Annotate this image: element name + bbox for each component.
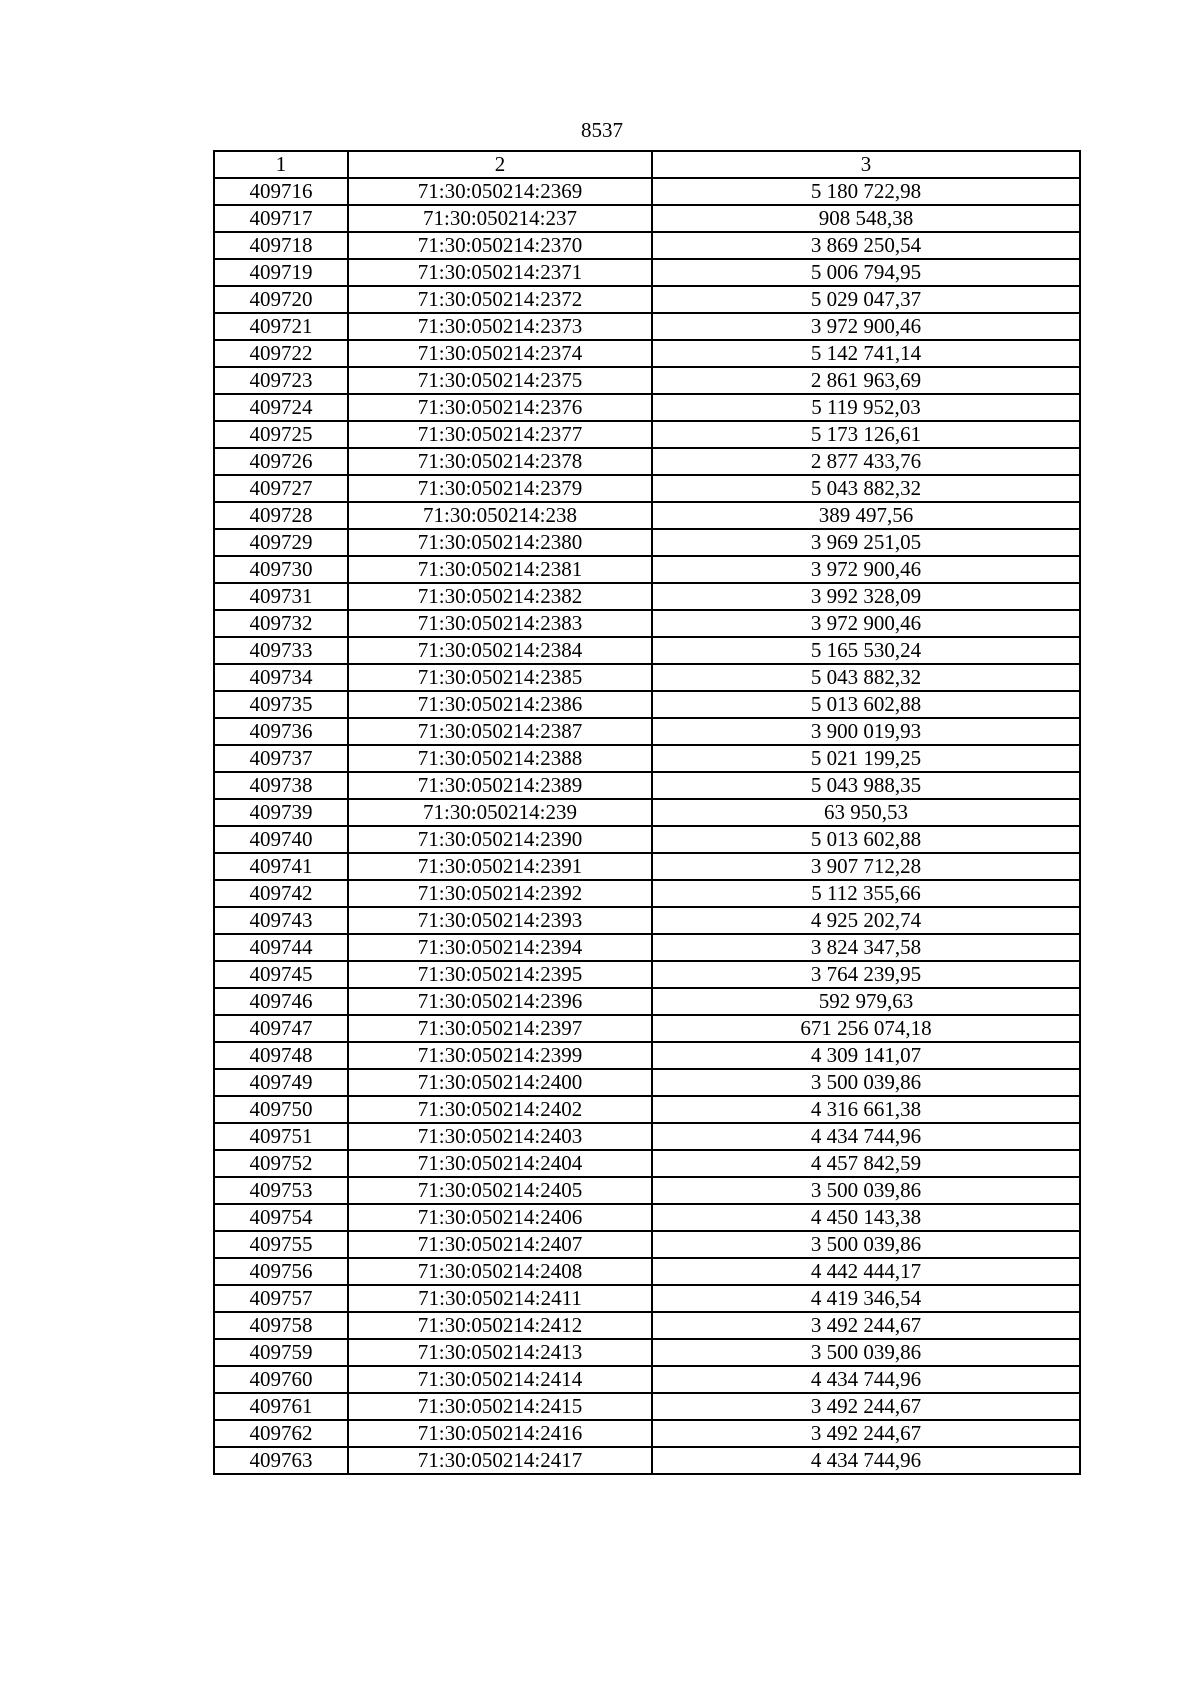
table-row bbox=[214, 718, 1080, 745]
cadastral-number-cell: 71:30:050214:2385 bbox=[348, 664, 652, 691]
cadastral-number-cell: 71:30:050214:2390 bbox=[348, 826, 652, 853]
cadastral-number-cell: 71:30:050214:2374 bbox=[348, 340, 652, 367]
row-number-cell: 409734 bbox=[214, 664, 348, 691]
table-row bbox=[214, 367, 1080, 394]
table-row bbox=[214, 934, 1080, 961]
cadastral-number-cell: 71:30:050214:2386 bbox=[348, 691, 652, 718]
table-row bbox=[214, 259, 1080, 286]
table-row bbox=[214, 1042, 1080, 1069]
table-row bbox=[214, 583, 1080, 610]
cadastral-number-cell: 71:30:050214:2396 bbox=[348, 988, 652, 1015]
table-row bbox=[214, 637, 1080, 664]
header-cell-2: 2 bbox=[348, 151, 652, 178]
row-number-cell: 409761 bbox=[214, 1393, 348, 1420]
value-cell: 2 877 433,76 bbox=[652, 448, 1080, 475]
table-row bbox=[214, 907, 1080, 934]
table-row bbox=[214, 313, 1080, 340]
row-number-cell: 409737 bbox=[214, 745, 348, 772]
table-row bbox=[214, 772, 1080, 799]
cadastral-number-cell: 71:30:050214:2388 bbox=[348, 745, 652, 772]
table-row bbox=[214, 232, 1080, 259]
cadastral-number-cell: 71:30:050214:2377 bbox=[348, 421, 652, 448]
cadastral-number-cell: 71:30:050214:2369 bbox=[348, 178, 652, 205]
row-number-cell: 409738 bbox=[214, 772, 348, 799]
row-number-cell: 409727 bbox=[214, 475, 348, 502]
value-cell: 3 492 244,67 bbox=[652, 1312, 1080, 1339]
value-cell: 5 029 047,37 bbox=[652, 286, 1080, 313]
cadastral-number-cell: 71:30:050214:2417 bbox=[348, 1447, 652, 1474]
row-number-cell: 409728 bbox=[214, 502, 348, 529]
row-number-cell: 409748 bbox=[214, 1042, 348, 1069]
value-cell: 4 457 842,59 bbox=[652, 1150, 1080, 1177]
cadastral-number-cell: 71:30:050214:2370 bbox=[348, 232, 652, 259]
value-cell: 4 434 744,96 bbox=[652, 1447, 1080, 1474]
value-cell: 5 112 355,66 bbox=[652, 880, 1080, 907]
table-row bbox=[214, 961, 1080, 988]
value-cell: 5 173 126,61 bbox=[652, 421, 1080, 448]
cadastral-number-cell: 71:30:050214:2399 bbox=[348, 1042, 652, 1069]
page-number: 8537 bbox=[581, 118, 623, 142]
value-cell: 3 907 712,28 bbox=[652, 853, 1080, 880]
cadastral-number-cell: 71:30:050214:2413 bbox=[348, 1339, 652, 1366]
value-cell: 3 500 039,86 bbox=[652, 1339, 1080, 1366]
row-number-cell: 409754 bbox=[214, 1204, 348, 1231]
cadastral-number-cell: 71:30:050214:2392 bbox=[348, 880, 652, 907]
row-number-cell: 409740 bbox=[214, 826, 348, 853]
value-cell: 2 861 963,69 bbox=[652, 367, 1080, 394]
value-cell: 592 979,63 bbox=[652, 988, 1080, 1015]
table-row bbox=[214, 664, 1080, 691]
cadastral-number-cell: 71:30:050214:2375 bbox=[348, 367, 652, 394]
value-cell: 5 013 602,88 bbox=[652, 691, 1080, 718]
row-number-cell: 409749 bbox=[214, 1069, 348, 1096]
row-number-cell: 409735 bbox=[214, 691, 348, 718]
cadastral-number-cell: 71:30:050214:2407 bbox=[348, 1231, 652, 1258]
table-row bbox=[214, 745, 1080, 772]
cadastral-number-cell: 71:30:050214:2415 bbox=[348, 1393, 652, 1420]
row-number-cell: 409717 bbox=[214, 205, 348, 232]
value-cell: 5 043 882,32 bbox=[652, 475, 1080, 502]
cadastral-number-cell: 71:30:050214:239 bbox=[348, 799, 652, 826]
row-number-cell: 409725 bbox=[214, 421, 348, 448]
row-number-cell: 409755 bbox=[214, 1231, 348, 1258]
row-number-cell: 409726 bbox=[214, 448, 348, 475]
row-number-cell: 409733 bbox=[214, 637, 348, 664]
value-cell: 4 450 143,38 bbox=[652, 1204, 1080, 1231]
row-number-cell: 409756 bbox=[214, 1258, 348, 1285]
table-row bbox=[214, 178, 1080, 205]
cadastral-number-cell: 71:30:050214:2402 bbox=[348, 1096, 652, 1123]
value-cell: 5 142 741,14 bbox=[652, 340, 1080, 367]
row-number-cell: 409732 bbox=[214, 610, 348, 637]
cadastral-number-cell: 71:30:050214:2384 bbox=[348, 637, 652, 664]
table-row bbox=[214, 880, 1080, 907]
cadastral-number-cell: 71:30:050214:2371 bbox=[348, 259, 652, 286]
value-cell: 908 548,38 bbox=[652, 205, 1080, 232]
row-number-cell: 409722 bbox=[214, 340, 348, 367]
row-number-cell: 409742 bbox=[214, 880, 348, 907]
table-row bbox=[214, 286, 1080, 313]
row-number-cell: 409741 bbox=[214, 853, 348, 880]
value-cell: 3 500 039,86 bbox=[652, 1231, 1080, 1258]
cadastral-number-cell: 71:30:050214:2395 bbox=[348, 961, 652, 988]
row-number-cell: 409718 bbox=[214, 232, 348, 259]
table-row bbox=[214, 1096, 1080, 1123]
header-cell-3: 3 bbox=[652, 151, 1080, 178]
table-row bbox=[214, 1339, 1080, 1366]
cadastral-number-cell: 71:30:050214:2380 bbox=[348, 529, 652, 556]
row-number-cell: 409731 bbox=[214, 583, 348, 610]
row-number-cell: 409721 bbox=[214, 313, 348, 340]
value-cell: 389 497,56 bbox=[652, 502, 1080, 529]
cadastral-number-cell: 71:30:050214:2403 bbox=[348, 1123, 652, 1150]
table-row bbox=[214, 853, 1080, 880]
table-row bbox=[214, 448, 1080, 475]
cadastral-number-cell: 71:30:050214:2400 bbox=[348, 1069, 652, 1096]
cadastral-number-cell: 71:30:050214:2397 bbox=[348, 1015, 652, 1042]
cadastral-number-cell: 71:30:050214:2383 bbox=[348, 610, 652, 637]
value-cell: 3 972 900,46 bbox=[652, 313, 1080, 340]
value-cell: 5 021 199,25 bbox=[652, 745, 1080, 772]
value-cell: 4 309 141,07 bbox=[652, 1042, 1080, 1069]
table-row bbox=[214, 1447, 1080, 1474]
cadastral-number-cell: 71:30:050214:2404 bbox=[348, 1150, 652, 1177]
value-cell: 4 316 661,38 bbox=[652, 1096, 1080, 1123]
table-header-row bbox=[214, 151, 1080, 178]
table-row bbox=[214, 1285, 1080, 1312]
value-cell: 5 043 882,32 bbox=[652, 664, 1080, 691]
value-cell: 3 492 244,67 bbox=[652, 1393, 1080, 1420]
value-cell: 3 972 900,46 bbox=[652, 610, 1080, 637]
cadastral-number-cell: 71:30:050214:2393 bbox=[348, 907, 652, 934]
row-number-cell: 409747 bbox=[214, 1015, 348, 1042]
table-row bbox=[214, 205, 1080, 232]
row-number-cell: 409723 bbox=[214, 367, 348, 394]
data-table bbox=[213, 150, 1081, 1475]
value-cell: 5 013 602,88 bbox=[652, 826, 1080, 853]
cadastral-number-cell: 71:30:050214:2372 bbox=[348, 286, 652, 313]
cadastral-number-cell: 71:30:050214:2387 bbox=[348, 718, 652, 745]
table-row bbox=[214, 475, 1080, 502]
table-row bbox=[214, 1231, 1080, 1258]
table-row bbox=[214, 1420, 1080, 1447]
cadastral-number-cell: 71:30:050214:2408 bbox=[348, 1258, 652, 1285]
cadastral-number-cell: 71:30:050214:238 bbox=[348, 502, 652, 529]
table-row bbox=[214, 1069, 1080, 1096]
cadastral-number-cell: 71:30:050214:2411 bbox=[348, 1285, 652, 1312]
cadastral-number-cell: 71:30:050214:2414 bbox=[348, 1366, 652, 1393]
row-number-cell: 409753 bbox=[214, 1177, 348, 1204]
cadastral-number-cell: 71:30:050214:2405 bbox=[348, 1177, 652, 1204]
table-row bbox=[214, 988, 1080, 1015]
row-number-cell: 409752 bbox=[214, 1150, 348, 1177]
row-number-cell: 409743 bbox=[214, 907, 348, 934]
value-cell: 3 824 347,58 bbox=[652, 934, 1080, 961]
table-row bbox=[214, 340, 1080, 367]
value-cell: 5 165 530,24 bbox=[652, 637, 1080, 664]
value-cell: 3 869 250,54 bbox=[652, 232, 1080, 259]
value-cell: 4 442 444,17 bbox=[652, 1258, 1080, 1285]
table-row bbox=[214, 1123, 1080, 1150]
value-cell: 3 764 239,95 bbox=[652, 961, 1080, 988]
value-cell: 5 180 722,98 bbox=[652, 178, 1080, 205]
value-cell: 3 500 039,86 bbox=[652, 1069, 1080, 1096]
value-cell: 5 043 988,35 bbox=[652, 772, 1080, 799]
value-cell: 3 969 251,05 bbox=[652, 529, 1080, 556]
header-cell-1: 1 bbox=[214, 151, 348, 178]
table-row bbox=[214, 799, 1080, 826]
table-row bbox=[214, 826, 1080, 853]
value-cell: 671 256 074,18 bbox=[652, 1015, 1080, 1042]
value-cell: 63 950,53 bbox=[652, 799, 1080, 826]
table-row bbox=[214, 1204, 1080, 1231]
table-body bbox=[214, 151, 1080, 1474]
cadastral-number-cell: 71:30:050214:2394 bbox=[348, 934, 652, 961]
table-row bbox=[214, 1258, 1080, 1285]
cadastral-number-cell: 71:30:050214:2391 bbox=[348, 853, 652, 880]
row-number-cell: 409746 bbox=[214, 988, 348, 1015]
table-row bbox=[214, 529, 1080, 556]
table-row bbox=[214, 1312, 1080, 1339]
row-number-cell: 409762 bbox=[214, 1420, 348, 1447]
cadastral-number-cell: 71:30:050214:2376 bbox=[348, 394, 652, 421]
row-number-cell: 409744 bbox=[214, 934, 348, 961]
row-number-cell: 409730 bbox=[214, 556, 348, 583]
cadastral-number-cell: 71:30:050214:2389 bbox=[348, 772, 652, 799]
row-number-cell: 409758 bbox=[214, 1312, 348, 1339]
value-cell: 5 006 794,95 bbox=[652, 259, 1080, 286]
row-number-cell: 409739 bbox=[214, 799, 348, 826]
table-row bbox=[214, 1393, 1080, 1420]
value-cell: 3 900 019,93 bbox=[652, 718, 1080, 745]
value-cell: 3 500 039,86 bbox=[652, 1177, 1080, 1204]
cadastral-number-cell: 71:30:050214:2373 bbox=[348, 313, 652, 340]
value-cell: 4 434 744,96 bbox=[652, 1366, 1080, 1393]
value-cell: 4 434 744,96 bbox=[652, 1123, 1080, 1150]
row-number-cell: 409757 bbox=[214, 1285, 348, 1312]
table-row bbox=[214, 556, 1080, 583]
table-row bbox=[214, 610, 1080, 637]
row-number-cell: 409716 bbox=[214, 178, 348, 205]
row-number-cell: 409745 bbox=[214, 961, 348, 988]
value-cell: 5 119 952,03 bbox=[652, 394, 1080, 421]
row-number-cell: 409720 bbox=[214, 286, 348, 313]
row-number-cell: 409759 bbox=[214, 1339, 348, 1366]
cadastral-number-cell: 71:30:050214:2416 bbox=[348, 1420, 652, 1447]
row-number-cell: 409724 bbox=[214, 394, 348, 421]
cadastral-number-cell: 71:30:050214:2379 bbox=[348, 475, 652, 502]
table-row bbox=[214, 1015, 1080, 1042]
row-number-cell: 409763 bbox=[214, 1447, 348, 1474]
cadastral-number-cell: 71:30:050214:2382 bbox=[348, 583, 652, 610]
row-number-cell: 409760 bbox=[214, 1366, 348, 1393]
cadastral-number-cell: 71:30:050214:2412 bbox=[348, 1312, 652, 1339]
value-cell: 3 492 244,67 bbox=[652, 1420, 1080, 1447]
value-cell: 3 972 900,46 bbox=[652, 556, 1080, 583]
value-cell: 4 925 202,74 bbox=[652, 907, 1080, 934]
table-row bbox=[214, 502, 1080, 529]
value-cell: 3 992 328,09 bbox=[652, 583, 1080, 610]
cadastral-number-cell: 71:30:050214:2406 bbox=[348, 1204, 652, 1231]
row-number-cell: 409750 bbox=[214, 1096, 348, 1123]
cadastral-number-cell: 71:30:050214:2378 bbox=[348, 448, 652, 475]
cadastral-number-cell: 71:30:050214:237 bbox=[348, 205, 652, 232]
table-row bbox=[214, 691, 1080, 718]
table-row bbox=[214, 394, 1080, 421]
row-number-cell: 409719 bbox=[214, 259, 348, 286]
table-row bbox=[214, 1366, 1080, 1393]
row-number-cell: 409729 bbox=[214, 529, 348, 556]
table-row bbox=[214, 1150, 1080, 1177]
row-number-cell: 409751 bbox=[214, 1123, 348, 1150]
cadastral-number-cell: 71:30:050214:2381 bbox=[348, 556, 652, 583]
row-number-cell: 409736 bbox=[214, 718, 348, 745]
table-row bbox=[214, 421, 1080, 448]
value-cell: 4 419 346,54 bbox=[652, 1285, 1080, 1312]
table-row bbox=[214, 1177, 1080, 1204]
